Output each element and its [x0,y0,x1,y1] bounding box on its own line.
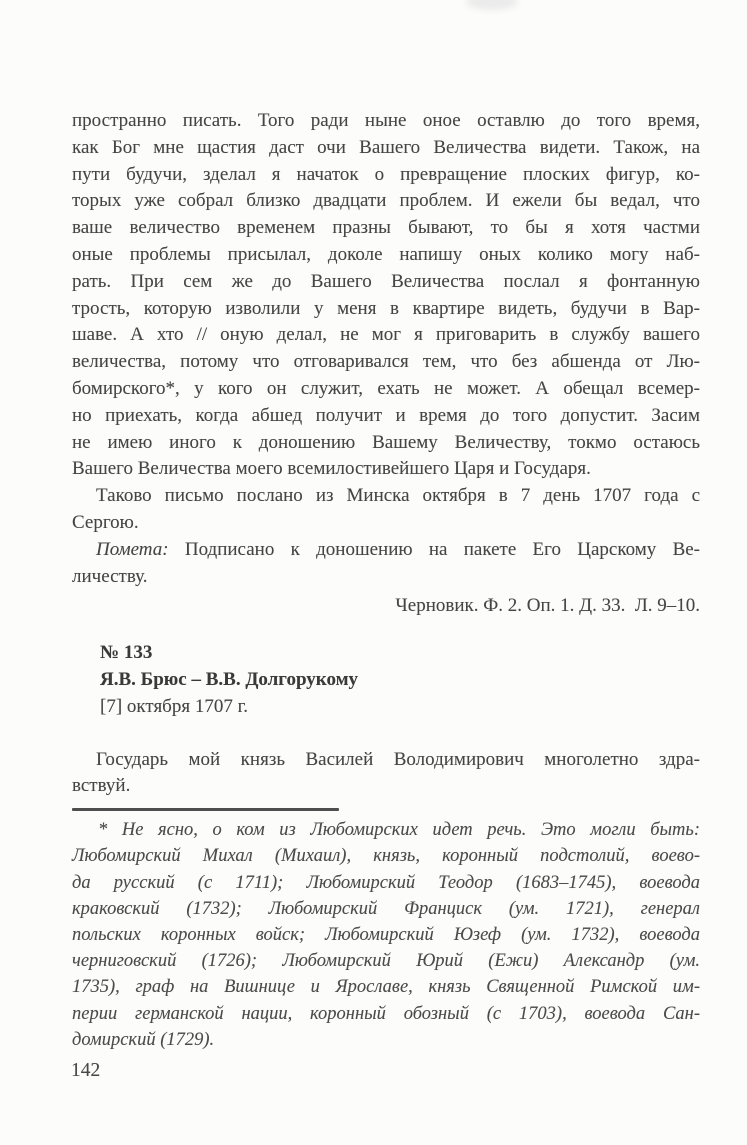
text-line: черниговский (1726); Любомирский Юрий (Ежи) Александр (ум. [72,951,700,972]
text-line: 1735), граф на Вишнице и Ярославе, князь Священной Римской им- [72,977,700,998]
text-line: шаве. А хто // оную делал, не мог я приговарить в службу вашего [72,324,700,346]
scan-smudge [466,0,518,10]
text-line: польских коронных войск; Любомирский Юзеф (ум. 1732), воевода [72,924,700,945]
text-line: не имею иного к доношению Вашему Величеству, токмо остаюсь [72,431,700,453]
text-line: Сергою. [72,511,139,533]
document-title: Я.В. Брюс – В.В. Долгорукому [100,668,359,690]
text-line: рать. При сем же до Вашего Величества послал я фонтанную [72,270,700,292]
letter-dispatch-paragraph [72,483,700,537]
text-line: перии германской нации, коронный обозный (с 1703), воевода Сан- [72,1003,700,1024]
document-heading [72,640,700,720]
text-line: оные проблемы присылал, доколе напишу оных колико могу наб- [72,243,700,265]
letter-body-paragraph [72,108,700,483]
text-line: * Не ясно, о ком из Любомирских идет речь. Это могли быть: [98,820,700,841]
text-line: да русский (с 1711); Любомирский Теодор (1683–1745), воевода [72,872,700,893]
page-text-column [72,108,700,1053]
text-line: Таково письмо послано из Минска октября в 7 день 1707 года с [96,485,700,507]
document-number: № 133 [100,642,153,664]
text-line: трость, которую изволили у меня в квартире видеть, будучи в Вар- [72,297,700,319]
text-line: но приехать, когда абшед получит и время до того допустит. Засим [72,404,700,426]
archive-reference: Черновик. Ф. 2. Оп. 1. Д. 33. Л. 9–10. [395,595,700,617]
text-line: величества, потому что отговаривался тем, что без абшенда от Лю- [72,351,700,373]
text-line: личеству. [72,565,148,587]
text-line: вствуй. [72,775,131,797]
text-line: бомирского*, у кого он служит, ехать не может. А обещал всемер- [72,377,700,399]
text-line: как Бог мне щастия даст очи Вашего Величества видети. Також, на [72,136,700,158]
text-line: Вашего Величества моего всемилостивейшего Царя и Государя. [72,458,591,480]
text-line: Любомирский Михал (Михаил), князь, коронный подстолий, воево- [72,846,700,867]
pometa-note-paragraph [72,537,700,591]
line-lead: Помета: [96,538,169,560]
text-line: домирский (1729). [72,1029,215,1050]
letter-greeting-paragraph [72,747,700,801]
text-line: ваше величество временем празны бывают, то бы я хотя частми [72,217,700,239]
text-line: Помета: Подписано к доношению на пакете Его Царскому Ве- [96,538,700,560]
text-line: Государь мой князь Василей Володимирович многолетно здра- [96,748,700,770]
text-line: краковский (1732); Любомирский Франциск (ум. 1721), генерал [72,898,700,919]
text-line: пространно писать. Того ради ныне оное оставлю до того время, [72,110,700,131]
text-line: торых уже собрал близко двадцати проблем. И ежели бы ведал, что [72,190,700,212]
page-number: 142 [71,1060,101,1081]
text-line: пути будучи, зделал я начаток о превращение плоских фигур, ко- [72,163,700,185]
footnote-text [72,817,700,1053]
document-date: [7] октября 1707 г. [100,695,248,717]
footnote-separator [72,808,339,811]
